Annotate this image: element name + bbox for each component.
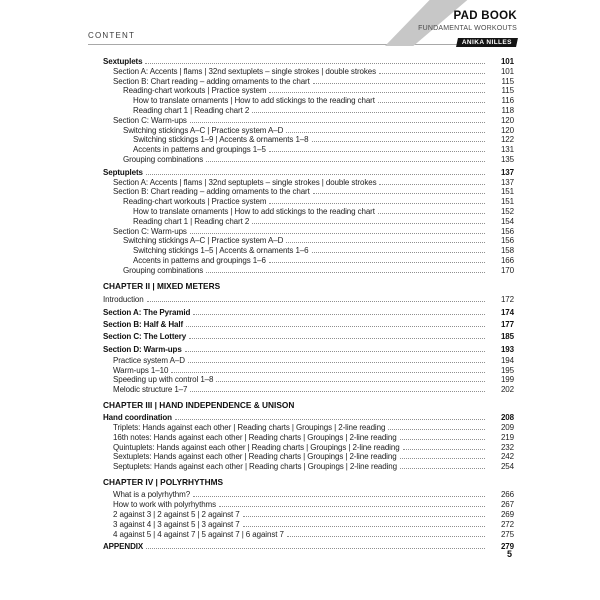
toc-entry xyxy=(88,67,514,77)
toc-entry-page: 137 xyxy=(500,177,514,187)
dot-leader xyxy=(243,526,485,527)
dot-leader xyxy=(147,301,485,302)
toc-entry xyxy=(88,266,514,276)
toc-entry xyxy=(88,96,514,106)
dot-leader xyxy=(388,429,485,430)
toc-entry-label: Quintuplets: Hands against each other | Reading charts | Groupings | 2-line reading xyxy=(113,442,400,452)
dot-leader xyxy=(313,193,485,194)
toc-entry-page: 156 xyxy=(500,226,514,236)
toc-entry-page: 101 xyxy=(500,57,514,66)
toc-entry-label: Melodic structure 1–7 xyxy=(113,385,188,395)
toc-entry xyxy=(88,217,514,227)
toc-entry xyxy=(88,530,514,540)
toc-entry-page: 151 xyxy=(500,187,514,197)
dot-leader xyxy=(313,83,485,84)
dot-leader xyxy=(188,362,485,363)
toc-entry xyxy=(88,187,514,197)
toc-entry xyxy=(88,106,514,116)
dot-leader xyxy=(190,233,485,234)
brand-author-chip xyxy=(456,38,518,47)
toc-entry-label: What is a polyrhythm? xyxy=(113,490,191,500)
toc-entry-page: 151 xyxy=(500,197,514,207)
dot-leader xyxy=(206,161,485,162)
toc-entry-label: Introduction xyxy=(103,295,144,305)
toc-entry-page: 120 xyxy=(500,125,514,135)
toc-entry-label: 2 against 3 | 2 against 5 | 2 against 7 xyxy=(113,509,240,519)
toc-entry-label: Reading-chart workouts | Practice system xyxy=(123,197,267,207)
toc-entry-page: 156 xyxy=(500,236,514,246)
dot-leader xyxy=(171,372,485,373)
toc-entry-label: Hand coordination xyxy=(103,413,172,423)
toc-entry-page: 209 xyxy=(500,423,514,433)
toc-entry-label: Switching stickings A–C | Practice system A–D xyxy=(123,125,284,135)
toc-entry-page: 177 xyxy=(500,319,514,329)
toc-entry-label: How to translate ornaments | How to add stickings to the reading chart xyxy=(133,96,375,106)
toc-chapter-heading xyxy=(88,478,514,488)
toc-entry xyxy=(88,343,514,355)
toc-entry-label: Section A: Accents | flams | 32nd septuplets – single strokes | double strokes xyxy=(113,177,377,187)
toc-entry-label: Section C: The Lottery xyxy=(103,332,187,342)
toc-entry-label: Reading chart 1 | Reading chart 2 xyxy=(133,216,250,226)
toc-entry xyxy=(88,197,514,207)
toc-entry-page: 120 xyxy=(500,115,514,125)
dot-leader xyxy=(190,122,485,123)
toc-entry xyxy=(88,462,514,472)
toc-entry-page: 170 xyxy=(500,265,514,275)
dot-leader xyxy=(378,102,485,103)
toc-entry xyxy=(88,490,514,500)
toc-entry-label: Septuplets: Hands against each other | Reading charts | Groupings | 2-line reading xyxy=(113,462,397,472)
toc-entry-page: 174 xyxy=(500,307,514,317)
toc-entry-page: 219 xyxy=(500,432,514,442)
toc-entry-label: 3 against 4 | 3 against 5 | 3 against 7 xyxy=(113,519,240,529)
toc-entry-page: 275 xyxy=(500,529,514,539)
toc-entry xyxy=(88,385,514,395)
toc-entry-page: 116 xyxy=(501,96,514,106)
toc-entry xyxy=(88,542,514,552)
toc-entry-page: 266 xyxy=(500,490,514,500)
toc-entry-label: Reading-chart workouts | Practice system xyxy=(123,86,267,96)
toc-entry-label: CHAPTER II | MIXED METERS xyxy=(103,280,221,291)
dot-leader xyxy=(193,496,485,497)
toc-chapter-heading xyxy=(88,401,514,411)
toc-entry xyxy=(88,319,514,331)
toc-entry xyxy=(88,366,514,376)
toc-entry xyxy=(88,520,514,530)
toc-entry xyxy=(88,413,514,423)
toc-entry xyxy=(88,236,514,246)
dot-leader xyxy=(216,381,485,382)
toc-entry-label: Switching stickings 1–9 | Accents & ornaments 1–8 xyxy=(133,135,309,145)
toc-entry-label: CHAPTER III | HAND INDEPENDENCE & UNISON xyxy=(103,399,295,410)
toc-entry-page: 115 xyxy=(501,76,514,86)
toc-entry xyxy=(88,155,514,165)
toc-entry xyxy=(88,375,514,385)
toc-entry xyxy=(88,178,514,188)
toc-entry-page: 267 xyxy=(500,500,514,510)
toc-entry xyxy=(88,227,514,237)
toc-entry xyxy=(88,135,514,145)
dot-leader xyxy=(243,516,485,517)
toc-entry xyxy=(88,145,514,155)
dot-leader xyxy=(175,419,485,420)
toc-entry-label: Section A: The Pyramid xyxy=(103,307,191,317)
dot-leader xyxy=(219,506,485,507)
dot-leader xyxy=(146,548,485,549)
toc-entry-page: 137 xyxy=(500,167,514,177)
toc-entry-page: 131 xyxy=(500,145,514,155)
page-number: 5 xyxy=(506,549,512,559)
toc-entry-label: Speeding up with control 1–8 xyxy=(113,375,214,385)
toc-entry-label: Section C: Warm-ups xyxy=(113,226,187,236)
dot-leader xyxy=(145,63,485,64)
toc-chapter-heading xyxy=(88,282,514,292)
toc-entry-page: 172 xyxy=(500,295,514,305)
content-label: CONTENT xyxy=(88,31,136,40)
toc-entry-page: 269 xyxy=(500,509,514,519)
toc-entry-page: 152 xyxy=(500,206,514,216)
toc-entry-page: 272 xyxy=(500,519,514,529)
dot-leader xyxy=(206,272,485,273)
toc-entry-label: Grouping combinations xyxy=(123,265,204,275)
toc-entry-label: Section D: Warm-ups xyxy=(103,344,182,354)
dot-leader xyxy=(269,262,485,263)
toc-entry xyxy=(88,86,514,96)
toc-entry-label: Practice system A–D xyxy=(113,355,185,365)
toc-entry-label: Switching stickings 1–5 | Accents & ornaments 1–6 xyxy=(133,246,309,256)
toc-entry-page: 158 xyxy=(500,246,514,256)
toc-entry-page: 232 xyxy=(500,442,514,452)
toc-entry-label: Section A: Accents | flams | 32nd sextuplets – single strokes | double strokes xyxy=(113,66,377,76)
toc-entry xyxy=(88,356,514,366)
dot-leader xyxy=(252,112,485,113)
toc-entry xyxy=(88,168,514,178)
toc-entry-label: Grouping combinations xyxy=(123,154,204,164)
toc-entry-label: Section B: Chart reading – adding ornaments to the chart xyxy=(113,187,310,197)
brand-block xyxy=(418,11,517,48)
toc-entry-label: Accents in patterns and groupings 1–6 xyxy=(133,255,266,265)
brand-author-label: ANIKA NILLES xyxy=(461,38,512,46)
toc-entry-page: 208 xyxy=(500,413,514,423)
toc-entry-label: Triplets: Hands against each other | Reading charts | Groupings | 2-line reading xyxy=(113,423,386,433)
dot-leader xyxy=(378,213,485,214)
toc-entry-page: 254 xyxy=(500,462,514,472)
toc-entry xyxy=(88,116,514,126)
dot-leader xyxy=(379,184,485,185)
dot-leader xyxy=(190,391,485,392)
toc-entry-label: How to translate ornaments | How to add stickings to the reading chart xyxy=(133,206,375,216)
dot-leader xyxy=(186,326,485,327)
toc-entry-label: Septuplets xyxy=(103,167,143,177)
toc-entry xyxy=(88,510,514,520)
toc-entry-page: 166 xyxy=(500,255,514,265)
toc-entry-label: 16th notes: Hands against each other | Reading charts | Groupings | 2-line reading xyxy=(113,432,397,442)
toc-entry-page: 135 xyxy=(500,154,514,164)
toc-entry xyxy=(88,77,514,87)
toc-entry-page: 193 xyxy=(500,344,514,354)
toc-entry xyxy=(88,126,514,136)
brand-title: PAD BOOK xyxy=(453,10,517,22)
toc-entry xyxy=(88,246,514,256)
toc-entry-label: Reading chart 1 | Reading chart 2 xyxy=(133,105,250,115)
toc-entry-label: Section B: Half & Half xyxy=(103,319,184,329)
toc-entry-label: Sextuplets: Hands against each other | Reading charts | Groupings | 2-line reading xyxy=(113,452,397,462)
toc-entry-page: 185 xyxy=(500,332,514,342)
toc-entry-page: 194 xyxy=(500,355,514,365)
toc-entry-label: APPENDIX xyxy=(103,542,144,552)
dot-leader xyxy=(312,141,486,142)
toc-entry-page: 202 xyxy=(500,385,514,395)
toc-entry-page: 118 xyxy=(501,105,514,115)
toc-entry xyxy=(88,452,514,462)
toc-entry xyxy=(88,433,514,443)
toc-entry-label: Sextuplets xyxy=(103,57,143,66)
toc-entry-page: 279 xyxy=(500,542,514,552)
toc-entry xyxy=(88,294,514,306)
brand-subtitle: FUNDAMENTAL WORKOUTS xyxy=(418,24,517,32)
toc-entry xyxy=(88,423,514,433)
toc-entry-label: 4 against 5 | 4 against 7 | 5 against 7 | 6 against 7 xyxy=(113,529,284,539)
dot-leader xyxy=(379,73,485,74)
toc-entry xyxy=(88,256,514,266)
dot-leader xyxy=(189,338,485,339)
dot-leader xyxy=(185,351,485,352)
dot-leader xyxy=(252,223,485,224)
toc-entry xyxy=(88,306,514,318)
toc-list xyxy=(88,57,514,552)
dot-leader xyxy=(193,314,485,315)
dot-leader xyxy=(286,132,485,133)
toc-entry-label: CHAPTER IV | POLYRHYTHMS xyxy=(103,477,224,488)
toc-entry-label: Section C: Warm-ups xyxy=(113,115,187,125)
dot-leader xyxy=(269,92,485,93)
dot-leader xyxy=(400,468,485,469)
toc-entry xyxy=(88,331,514,343)
toc-entry xyxy=(88,207,514,217)
dot-leader xyxy=(400,439,485,440)
toc-entry-label: Section B: Chart reading – adding ornaments to the chart xyxy=(113,76,310,86)
dot-leader xyxy=(269,151,485,152)
toc-entry-page: 101 xyxy=(500,66,514,76)
toc-entry-page: 115 xyxy=(501,86,514,96)
toc-entry-page: 122 xyxy=(500,135,514,145)
dot-leader xyxy=(146,174,485,175)
dot-leader xyxy=(287,536,485,537)
toc-entry xyxy=(88,443,514,453)
dot-leader xyxy=(269,203,485,204)
toc-entry-label: Switching stickings A–C | Practice system A–D xyxy=(123,236,284,246)
dot-leader xyxy=(403,449,485,450)
dot-leader xyxy=(286,242,485,243)
toc-entry xyxy=(88,57,514,67)
toc-entry-page: 242 xyxy=(500,452,514,462)
toc-entry-label: Accents in patterns and groupings 1–5 xyxy=(133,145,266,155)
toc-entry-page: 195 xyxy=(500,365,514,375)
toc-entry-page: 199 xyxy=(500,375,514,385)
toc-entry-label: How to work with polyrhythms xyxy=(113,500,217,510)
dot-leader xyxy=(400,458,485,459)
dot-leader xyxy=(312,252,486,253)
toc-entry xyxy=(88,500,514,510)
toc-entry-page: 154 xyxy=(500,216,514,226)
toc-entry-label: Warm-ups 1–10 xyxy=(113,365,169,375)
